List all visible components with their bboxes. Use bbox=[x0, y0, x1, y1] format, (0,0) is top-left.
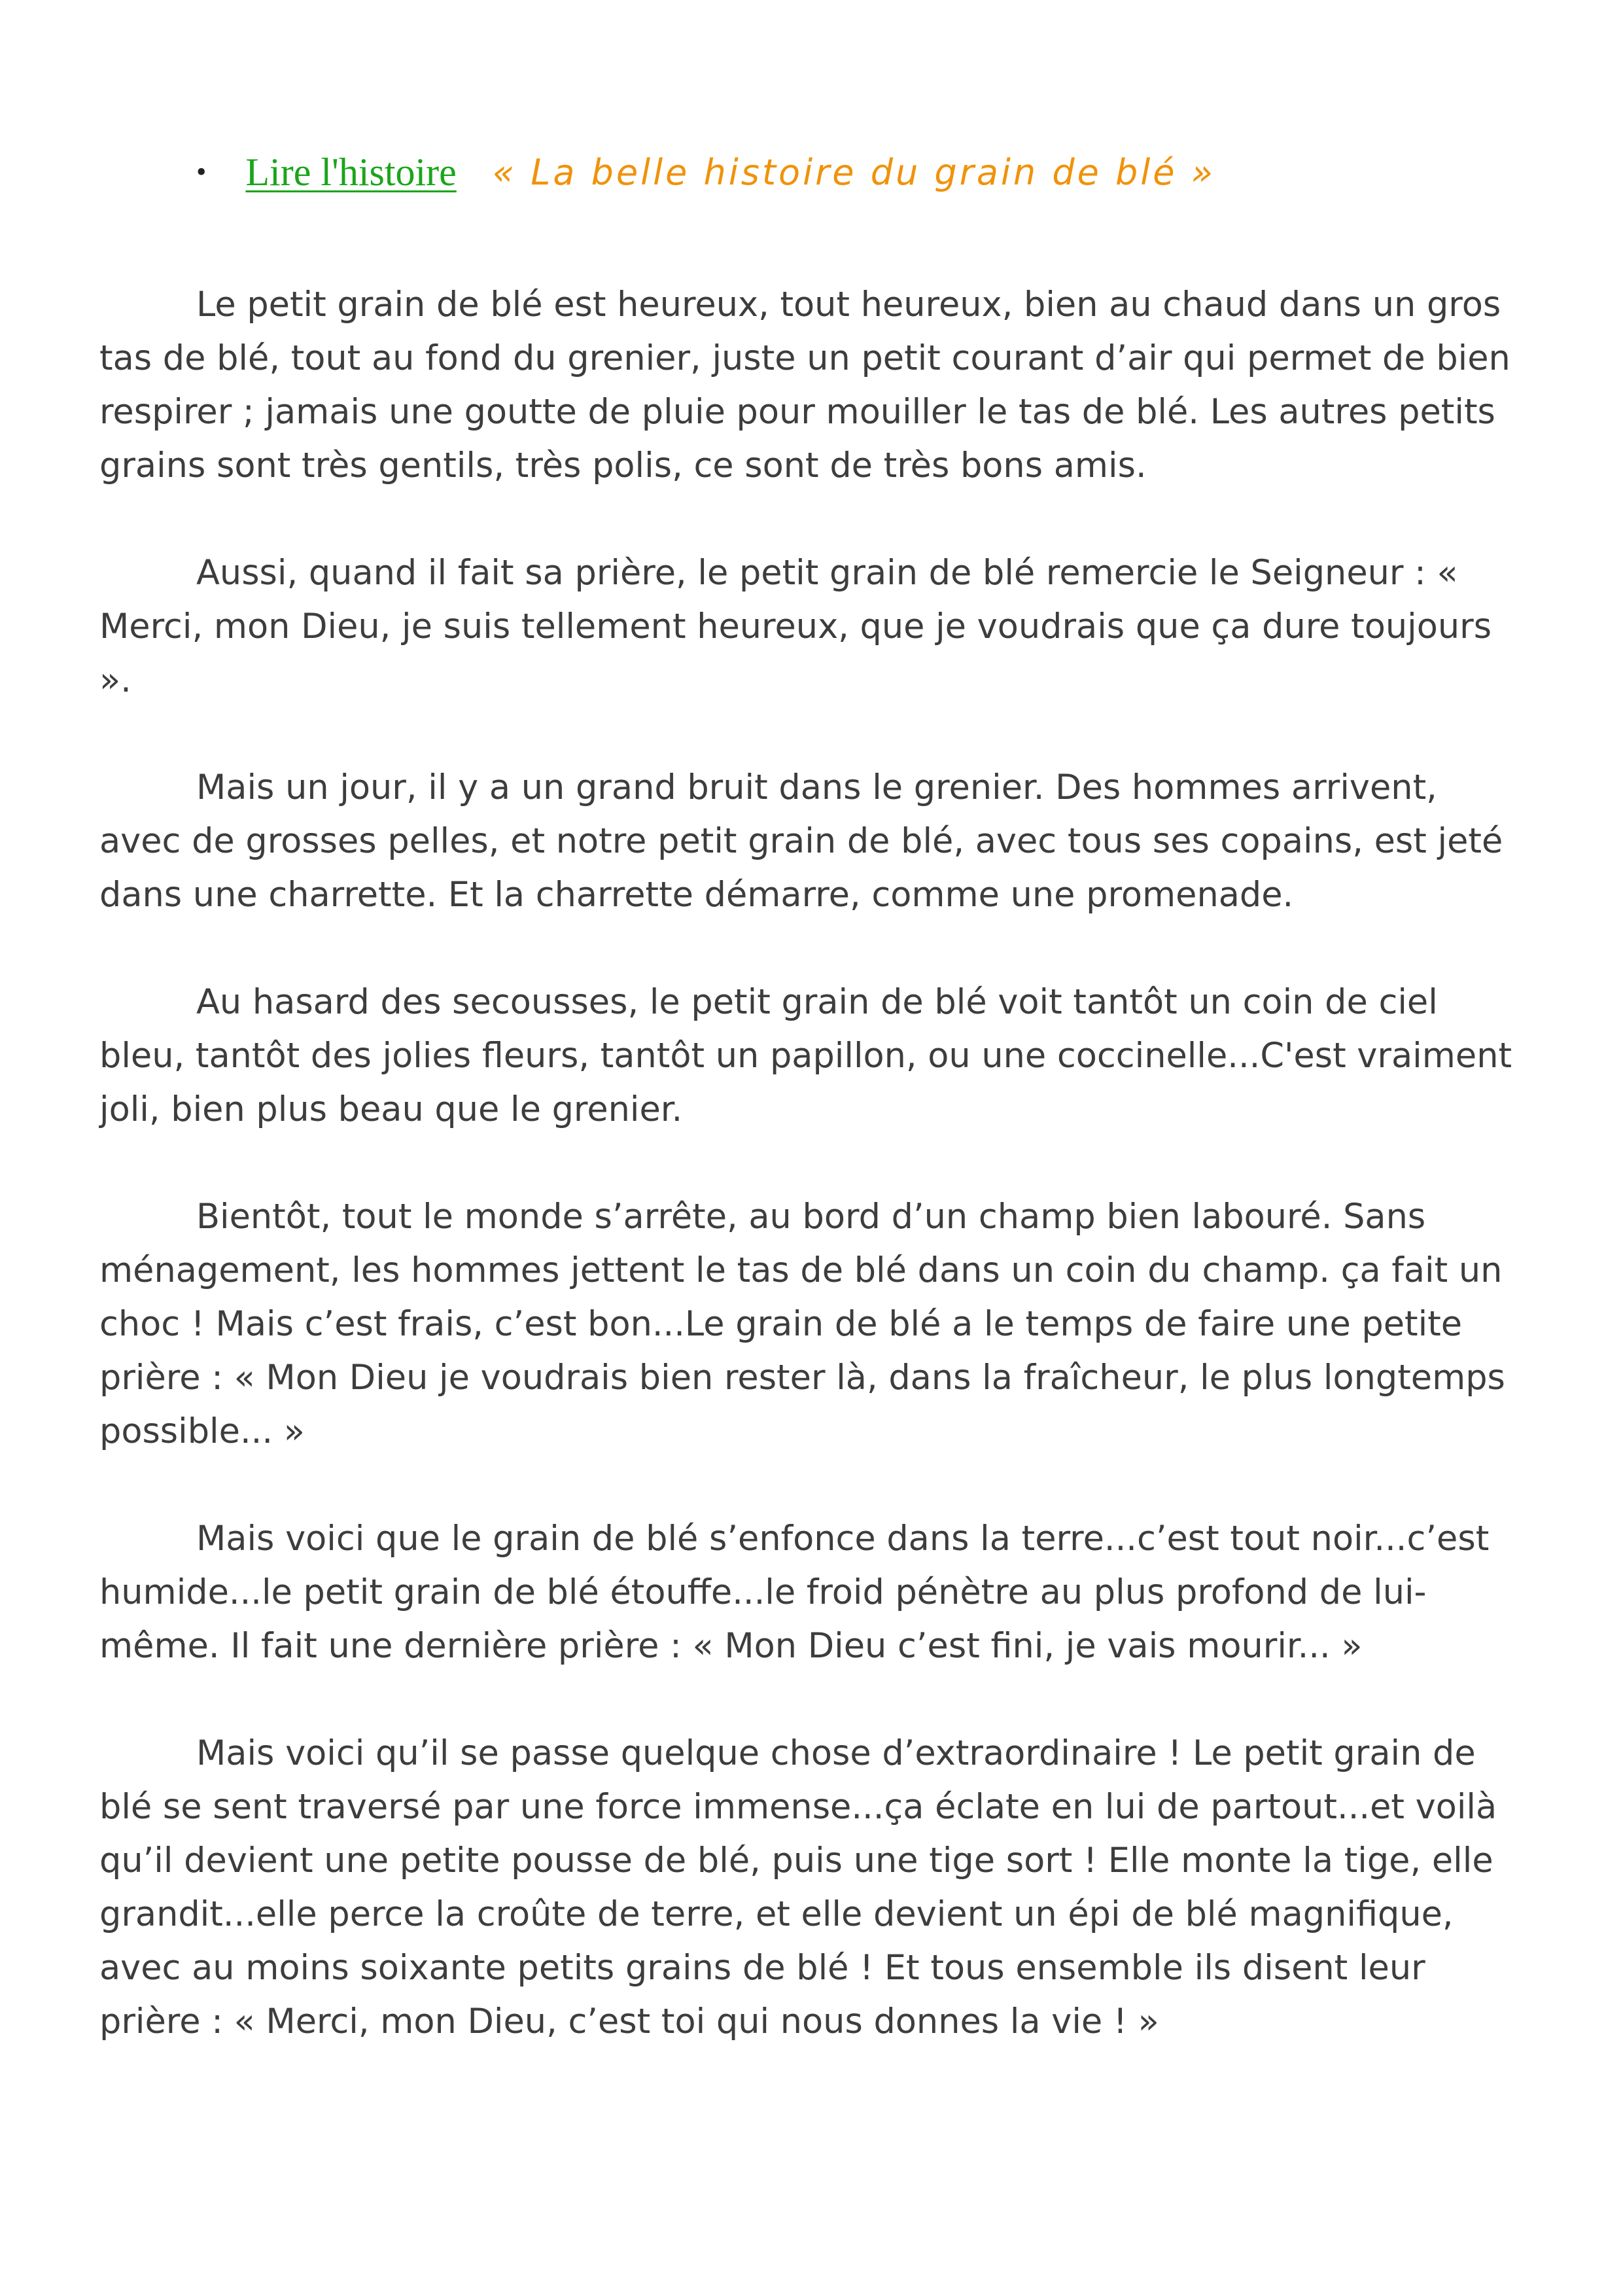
story-title: « La belle histoire du grain de blé » bbox=[492, 151, 1215, 193]
story-paragraph: Mais voici que le grain de blé s’enfonce dans la terre...c’est tout noir...c’est humide...le petit grain de blé étouffe...le froid pénètre au plus profond de lui-même. Il fait une dernière prière : « Mon Dieu c’est fini, je vais mourir... » bbox=[99, 1519, 1490, 1666]
story-paragraph: Aussi, quand il fait sa prière, le petit grain de blé remercie le Seigneur : « Merci, mon Dieu, je suis tellement heureux, que je voudrais que ça dure toujours ». bbox=[99, 553, 1492, 700]
story-heading bbox=[196, 136, 1215, 208]
story-paragraph: Mais voici qu’il se passe quelque chose d’extraordinaire ! Le petit grain de blé se sent traversé par une force immense...ça éclate en lui de partout...et voilà qu’il devient une petite pousse de blé, puis une tige sort ! Elle monte la tige, elle grandit...elle perce la croûte de terre, et elle devient un épi de blé magnifique, avec au moins soixante petits grains de blé ! Et tous ensemble ils disent leur prière : « Merci, mon Dieu, c’est toi qui nous donnes la vie ! » bbox=[99, 1733, 1497, 2041]
bullet-marker: • bbox=[196, 156, 207, 188]
story-paragraph: Bientôt, tout le monde s’arrête, au bord d’un champ bien labouré. Sans ménagement, les hommes jettent le tas de blé dans un coin du champ. ça fait un choc ! Mais c’est frais, c’est bon...Le grain de blé a le temps de faire une petite prière : « Mon Dieu je voudrais bien rester là, dans la fraîcheur, le plus longtemps possible... » bbox=[99, 1197, 1505, 1451]
story-paragraph: Le petit grain de blé est heureux, tout heureux, bien au chaud dans un gros tas de blé, tout au fond du grenier, juste un petit courant d’air qui permet de bien respirer ; jamais une goutte de pluie pour mouiller le tas de blé. Les autres petits grains sont très gentils, très polis, ce sont de très bons amis. bbox=[99, 285, 1510, 486]
story-body bbox=[99, 278, 1529, 2102]
story-paragraph: Mais un jour, il y a un grand bruit dans le grenier. Des hommes arrivent, avec de grosses pelles, et notre petit grain de blé, avec tous ses copains, est jeté dans une charrette. Et la charrette démarre, comme une promenade. bbox=[99, 768, 1503, 915]
story-paragraph: Au hasard des secousses, le petit grain de blé voit tantôt un coin de ciel bleu, tantôt des jolies fleurs, tantôt un papillon, ou une coccinelle...C'est vraiment joli, bien plus beau que le grenier. bbox=[99, 982, 1512, 1129]
read-story-link[interactable]: Lire l'histoire bbox=[245, 150, 457, 194]
